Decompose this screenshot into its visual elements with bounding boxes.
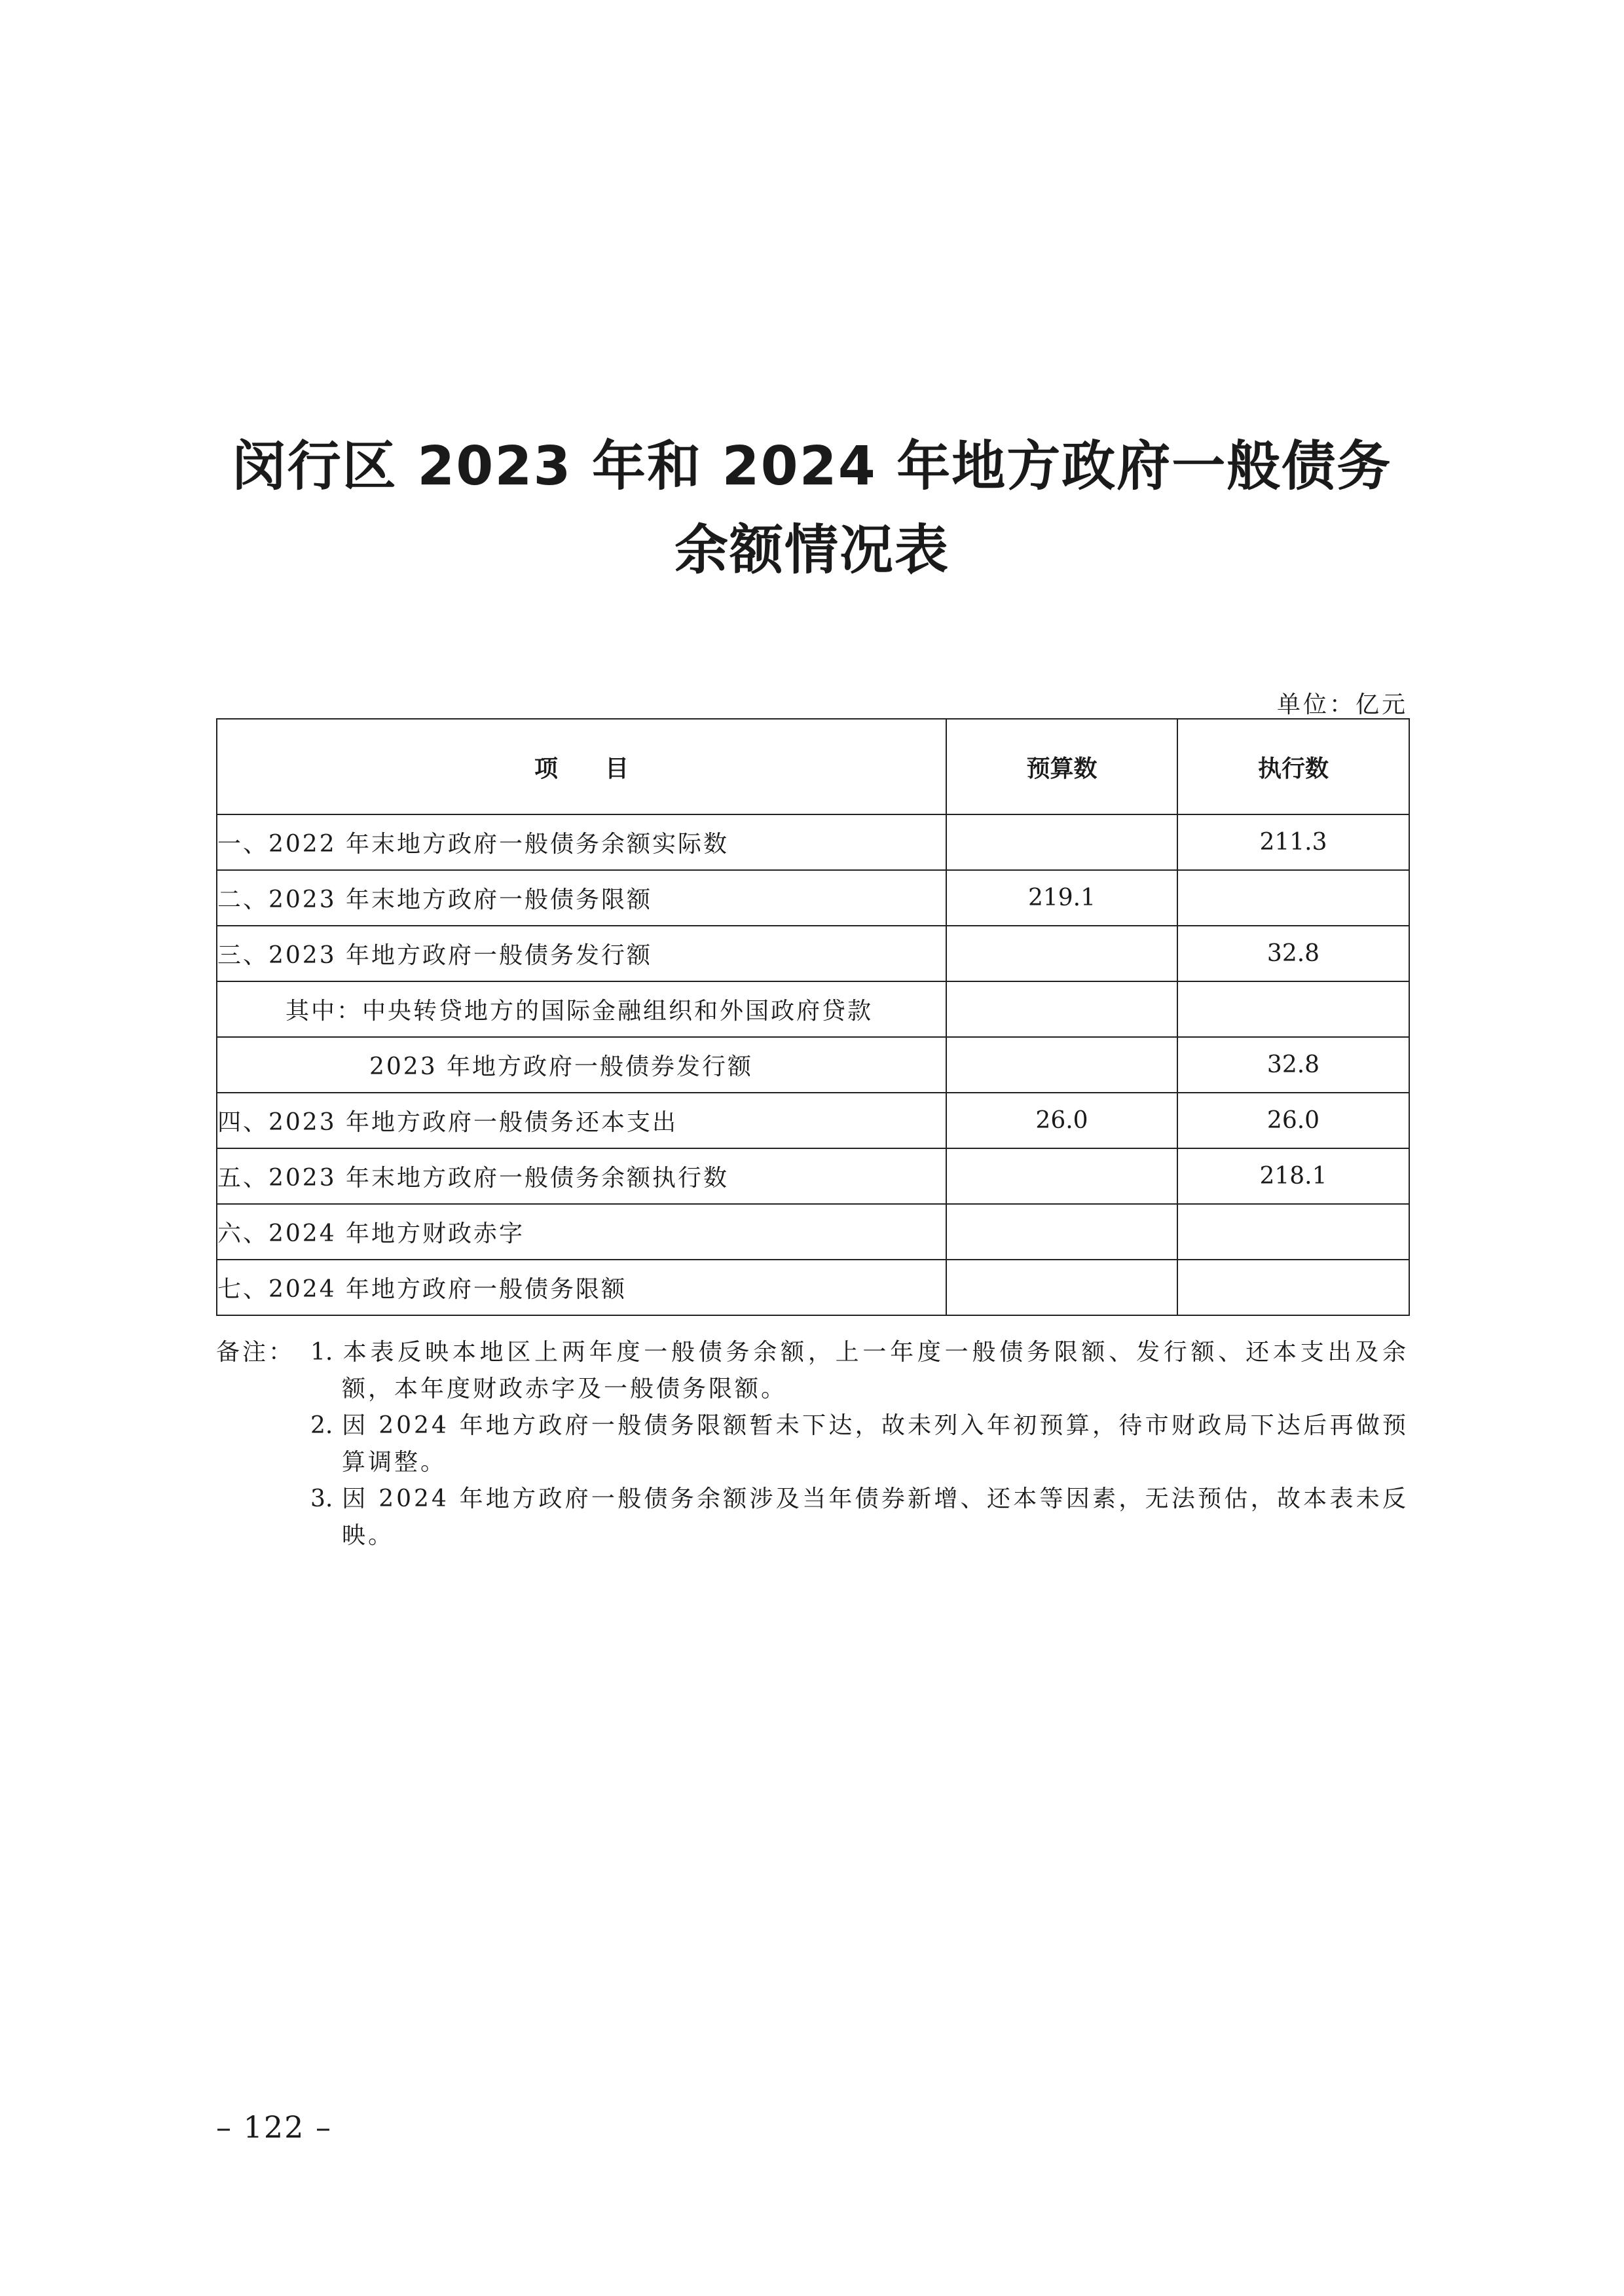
table-row <box>217 1204 1409 1260</box>
row-budget <box>946 1037 1177 1093</box>
row-item: 七、2024 年地方政府一般债务限额 <box>217 1260 946 1315</box>
table-row <box>217 1037 1409 1093</box>
note-text: 本表反映本地区上两年度一般债务余额，上一年度一般债务限额、发行额、还本支出及余额，本年度财政赤字及一般债务限额。 <box>342 1339 1409 1402</box>
row-budget: 26.0 <box>946 1093 1177 1148</box>
row-budget <box>946 814 1177 870</box>
notes-section <box>216 1334 1409 1554</box>
header-budget: 预算数 <box>946 719 1177 814</box>
table-row <box>217 1093 1409 1148</box>
table-header-row <box>217 719 1409 814</box>
table-row <box>217 870 1409 926</box>
row-item: 六、2024 年地方财政赤字 <box>217 1204 946 1260</box>
row-item: 四、2023 年地方政府一般债务还本支出 <box>217 1093 946 1148</box>
row-item: 二、2023 年末地方政府一般债务限额 <box>217 870 946 926</box>
row-execution <box>1177 981 1409 1037</box>
row-item: 三、2023 年地方政府一般债务发行额 <box>217 926 946 981</box>
unit-label: 单位：亿元 <box>1276 691 1408 718</box>
document-title-line2: 余额情况表 <box>674 519 950 581</box>
row-budget <box>946 981 1177 1037</box>
table-row <box>217 1148 1409 1204</box>
header-item: 项 目 <box>217 719 946 814</box>
table-row <box>217 981 1409 1037</box>
note-item <box>216 1408 1409 1481</box>
row-budget <box>946 1260 1177 1315</box>
page-number: – 122 – <box>216 2109 333 2145</box>
debt-balance-table <box>216 718 1410 1316</box>
table-row <box>217 1260 1409 1315</box>
row-execution: 26.0 <box>1177 1093 1409 1148</box>
row-item: 五、2023 年末地方政府一般债务余额执行数 <box>217 1148 946 1204</box>
row-execution <box>1177 1204 1409 1260</box>
note-number: 3. <box>310 1485 333 1512</box>
note-number: 1. <box>310 1339 333 1366</box>
notes-label: 备注： <box>216 1339 295 1366</box>
row-item: 一、2022 年末地方政府一般债务余额实际数 <box>217 814 946 870</box>
row-execution: 32.8 <box>1177 926 1409 981</box>
table-row <box>217 926 1409 981</box>
row-budget <box>946 926 1177 981</box>
document-title-line1: 闵行区 2023 年和 2024 年地方政府一般债务 <box>232 435 1392 498</box>
row-execution <box>1177 870 1409 926</box>
row-budget: 219.1 <box>946 870 1177 926</box>
row-execution: 211.3 <box>1177 814 1409 870</box>
row-execution: 32.8 <box>1177 1037 1409 1093</box>
note-number: 2. <box>310 1412 333 1439</box>
row-budget <box>946 1148 1177 1204</box>
row-execution: 218.1 <box>1177 1148 1409 1204</box>
table-row <box>217 814 1409 870</box>
row-item: 其中：中央转贷地方的国际金融组织和外国政府贷款 <box>217 981 946 1037</box>
row-budget <box>946 1204 1177 1260</box>
note-item <box>216 1481 1409 1554</box>
row-execution <box>1177 1260 1409 1315</box>
note-item <box>216 1334 1409 1408</box>
note-text: 因 2024 年地方政府一般债务余额涉及当年债券新增、还本等因素，无法预估，故本表未反映。 <box>342 1485 1409 1549</box>
row-item: 2023 年地方政府一般债券发行额 <box>217 1037 946 1093</box>
header-execution: 执行数 <box>1177 719 1409 814</box>
note-text: 因 2024 年地方政府一般债务限额暂未下达，故未列入年初预算，待市财政局下达后再做预算调整。 <box>342 1412 1409 1476</box>
